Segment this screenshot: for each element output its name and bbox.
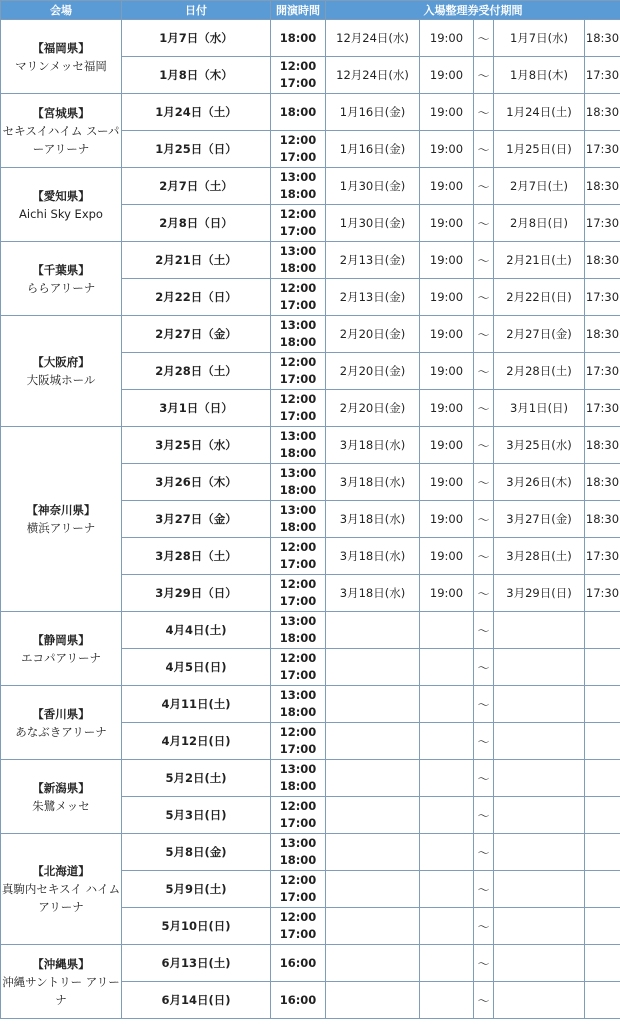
lottery-start-date: 3月18日(水) [326, 501, 420, 538]
showtime: 12:00 [279, 59, 317, 73]
showtime: 12:00 [279, 577, 317, 591]
lottery-end-time: 17:30 [585, 353, 620, 390]
lottery-range-separator: ～ [474, 723, 494, 760]
showtime: 18:00 [279, 335, 317, 349]
showtime-cell [271, 205, 326, 242]
showtime: 12:00 [279, 207, 317, 221]
lottery-end-time [585, 945, 620, 982]
venue-name: あなぶきアリーナ [15, 724, 107, 739]
lottery-end-date: 2月7日(土) [494, 168, 585, 205]
header-lottery-period: 入場整理券受付期間 [326, 1, 620, 20]
lottery-range-separator: ～ [474, 242, 494, 279]
lottery-end-time [585, 723, 620, 760]
performance-date: 1月24日（土） [122, 94, 271, 131]
showtime: 12:00 [279, 355, 317, 369]
lottery-end-date [494, 612, 585, 649]
performance-date: 2月27日（金） [122, 316, 271, 353]
venue-cell [1, 20, 122, 94]
showtime: 17:00 [279, 890, 317, 904]
lottery-start-time: 19:00 [420, 316, 474, 353]
lottery-start-date [326, 760, 420, 797]
lottery-start-date: 1月16日(金) [326, 131, 420, 168]
performance-date: 3月25日（水） [122, 427, 271, 464]
lottery-range-separator: ～ [474, 353, 494, 390]
header-showtime: 開演時間 [271, 1, 326, 20]
showtime: 12:00 [279, 540, 317, 554]
showtime-cell [271, 649, 326, 686]
venue-name: 真駒内セキスイ ハイムアリーナ [1, 882, 121, 914]
showtime: 13:00 [279, 466, 317, 480]
performance-date: 4月5日(日) [122, 649, 271, 686]
showtime: 18:00 [279, 520, 317, 534]
showtime: 17:00 [279, 224, 317, 238]
lottery-end-time [585, 649, 620, 686]
lottery-range-separator: ～ [474, 871, 494, 908]
lottery-start-date: 1月30日(金) [326, 168, 420, 205]
lottery-end-time [585, 797, 620, 834]
table-row [1, 94, 620, 131]
showtime-cell [271, 797, 326, 834]
showtime: 16:00 [279, 955, 317, 970]
lottery-start-date [326, 649, 420, 686]
header-date: 日付 [122, 1, 271, 20]
performance-date: 3月27日（金） [122, 501, 271, 538]
lottery-start-time [420, 945, 474, 982]
venue-name: セキスイハイム スーパーアリーナ [2, 123, 120, 156]
lottery-end-date [494, 723, 585, 760]
lottery-range-separator: ～ [474, 834, 494, 871]
venue-prefecture: 【新潟県】 [32, 780, 90, 795]
lottery-range-separator: ～ [474, 168, 494, 205]
lottery-end-date: 1月7日(水) [494, 20, 585, 57]
venue-prefecture: 【宮城県】 [32, 105, 90, 120]
lottery-end-time: 18:30 [585, 464, 620, 501]
showtime: 17:00 [279, 668, 317, 682]
table-row [1, 316, 620, 353]
table-row [1, 945, 620, 982]
lottery-end-date: 3月26日(木) [494, 464, 585, 501]
table-row [1, 834, 620, 871]
lottery-start-time [420, 834, 474, 871]
lottery-range-separator: ～ [474, 390, 494, 427]
showtime: 17:00 [279, 372, 317, 386]
venue-cell [1, 427, 122, 612]
table-row [1, 612, 620, 649]
showtime-cell [271, 242, 326, 279]
showtime: 13:00 [279, 762, 317, 776]
venue-cell [1, 834, 122, 945]
lottery-start-time [420, 649, 474, 686]
lottery-end-date: 3月29日(日) [494, 575, 585, 612]
lottery-start-time: 19:00 [420, 242, 474, 279]
showtime: 13:00 [279, 503, 317, 517]
venue-name: 沖縄サントリー アリーナ [2, 974, 120, 1007]
showtime: 18:00 [279, 705, 317, 719]
showtime-cell [271, 279, 326, 316]
lottery-start-time [420, 612, 474, 649]
lottery-range-separator: ～ [474, 94, 494, 131]
lottery-end-date: 2月21日(土) [494, 242, 585, 279]
lottery-end-time [585, 982, 620, 1019]
lottery-start-time [420, 723, 474, 760]
lottery-end-date: 3月25日(水) [494, 427, 585, 464]
table-row [1, 168, 620, 205]
lottery-end-time: 17:30 [585, 390, 620, 427]
lottery-start-time [420, 686, 474, 723]
showtime: 17:00 [279, 557, 317, 571]
table-row [1, 760, 620, 797]
showtime: 18:00 [279, 30, 317, 45]
showtime-cell [271, 538, 326, 575]
lottery-start-time: 19:00 [420, 538, 474, 575]
lottery-start-time [420, 797, 474, 834]
showtime: 12:00 [279, 392, 317, 406]
lottery-end-time [585, 871, 620, 908]
lottery-range-separator: ～ [474, 612, 494, 649]
venue-cell [1, 94, 122, 168]
lottery-end-time: 17:30 [585, 205, 620, 242]
lottery-end-date: 2月27日(金) [494, 316, 585, 353]
performance-date: 1月25日（日） [122, 131, 271, 168]
lottery-end-time: 18:30 [585, 94, 620, 131]
lottery-range-separator: ～ [474, 575, 494, 612]
showtime-cell [271, 390, 326, 427]
lottery-start-date: 3月18日(水) [326, 427, 420, 464]
lottery-start-time: 19:00 [420, 168, 474, 205]
lottery-start-time: 19:00 [420, 279, 474, 316]
lottery-start-date: 3月18日(水) [326, 464, 420, 501]
showtime: 13:00 [279, 170, 317, 184]
showtime-cell [271, 908, 326, 945]
lottery-end-time: 18:30 [585, 168, 620, 205]
showtime-cell [271, 427, 326, 464]
lottery-range-separator: ～ [474, 686, 494, 723]
performance-date: 6月14日(日) [122, 982, 271, 1019]
lottery-end-date: 2月8日(日) [494, 205, 585, 242]
showtime-cell [271, 57, 326, 94]
table-row [1, 427, 620, 464]
lottery-range-separator: ～ [474, 57, 494, 94]
lottery-start-date [326, 612, 420, 649]
showtime: 13:00 [279, 614, 317, 628]
lottery-end-time: 17:30 [585, 538, 620, 575]
showtime: 17:00 [279, 76, 317, 90]
lottery-start-time [420, 982, 474, 1019]
lottery-start-time: 19:00 [420, 205, 474, 242]
lottery-end-time [585, 612, 620, 649]
lottery-start-time: 19:00 [420, 464, 474, 501]
performance-date: 2月7日（土） [122, 168, 271, 205]
showtime: 12:00 [279, 799, 317, 813]
showtime: 12:00 [279, 873, 317, 887]
table-row [1, 20, 620, 57]
venue-cell [1, 760, 122, 834]
lottery-end-date [494, 945, 585, 982]
lottery-start-date: 1月30日(金) [326, 205, 420, 242]
showtime-cell [271, 168, 326, 205]
showtime: 18:00 [279, 483, 317, 497]
showtime-cell [271, 760, 326, 797]
lottery-start-date [326, 908, 420, 945]
showtime: 13:00 [279, 244, 317, 258]
showtime: 18:00 [279, 104, 317, 119]
showtime-cell [271, 945, 326, 982]
showtime-cell [271, 20, 326, 57]
lottery-range-separator: ～ [474, 279, 494, 316]
venue-name: Aichi Sky Expo [19, 206, 103, 221]
showtime-cell [271, 131, 326, 168]
lottery-end-time: 17:30 [585, 279, 620, 316]
table-header [1, 1, 620, 20]
lottery-range-separator: ～ [474, 797, 494, 834]
showtime: 12:00 [279, 281, 317, 295]
lottery-end-date: 3月27日(金) [494, 501, 585, 538]
lottery-start-time: 19:00 [420, 427, 474, 464]
venue-name: 朱鷺メッセ [32, 798, 90, 813]
lottery-end-time [585, 908, 620, 945]
showtime: 17:00 [279, 742, 317, 756]
performance-date: 5月9日(土) [122, 871, 271, 908]
venue-cell [1, 945, 122, 1019]
lottery-start-date: 1月16日(金) [326, 94, 420, 131]
performance-date: 5月2日(土) [122, 760, 271, 797]
showtime: 17:00 [279, 927, 317, 941]
lottery-end-date [494, 797, 585, 834]
performance-date: 5月8日(金) [122, 834, 271, 871]
lottery-start-date: 12月24日(水) [326, 20, 420, 57]
lottery-start-date [326, 982, 420, 1019]
lottery-end-date: 3月1日(日) [494, 390, 585, 427]
lottery-start-time: 19:00 [420, 390, 474, 427]
lottery-range-separator: ～ [474, 131, 494, 168]
lottery-range-separator: ～ [474, 908, 494, 945]
showtime: 16:00 [279, 992, 317, 1007]
lottery-range-separator: ～ [474, 945, 494, 982]
venue-prefecture: 【福岡県】 [32, 40, 90, 55]
lottery-start-date: 3月18日(水) [326, 575, 420, 612]
showtime-cell [271, 464, 326, 501]
lottery-end-date: 2月22日(日) [494, 279, 585, 316]
showtime: 18:00 [279, 446, 317, 460]
lottery-range-separator: ～ [474, 205, 494, 242]
showtime: 17:00 [279, 409, 317, 423]
lottery-end-date: 3月28日(土) [494, 538, 585, 575]
venue-cell [1, 316, 122, 427]
lottery-range-separator: ～ [474, 649, 494, 686]
showtime: 12:00 [279, 133, 317, 147]
lottery-end-time: 17:30 [585, 575, 620, 612]
lottery-end-date [494, 686, 585, 723]
lottery-end-time [585, 834, 620, 871]
showtime-cell [271, 723, 326, 760]
performance-date: 3月28日（土） [122, 538, 271, 575]
showtime-cell [271, 94, 326, 131]
performance-date: 1月7日（水） [122, 20, 271, 57]
performance-date: 3月29日（日） [122, 575, 271, 612]
lottery-start-date: 12月24日(水) [326, 57, 420, 94]
lottery-end-time [585, 686, 620, 723]
venue-prefecture: 【北海道】 [32, 864, 90, 878]
venue-cell [1, 168, 122, 242]
showtime: 18:00 [279, 853, 317, 867]
lottery-end-date: 1月25日(日) [494, 131, 585, 168]
showtime: 12:00 [279, 725, 317, 739]
showtime: 18:00 [279, 261, 317, 275]
lottery-end-time: 18:30 [585, 427, 620, 464]
venue-cell [1, 242, 122, 316]
lottery-start-date: 2月20日(金) [326, 316, 420, 353]
lottery-start-time: 19:00 [420, 501, 474, 538]
lottery-range-separator: ～ [474, 20, 494, 57]
venue-cell [1, 612, 122, 686]
venue-name: マリンメッセ福岡 [15, 58, 107, 73]
table-body [1, 20, 620, 1019]
lottery-start-time [420, 908, 474, 945]
showtime: 17:00 [279, 150, 317, 164]
venue-prefecture: 【神奈川県】 [26, 503, 96, 517]
lottery-start-time [420, 871, 474, 908]
lottery-range-separator: ～ [474, 982, 494, 1019]
lottery-start-time: 19:00 [420, 57, 474, 94]
lottery-start-date: 2月13日(金) [326, 242, 420, 279]
lottery-end-time [585, 760, 620, 797]
lottery-start-date: 2月20日(金) [326, 390, 420, 427]
showtime-cell [271, 982, 326, 1019]
showtime: 18:00 [279, 187, 317, 201]
venue-name: エコパアリーナ [20, 650, 102, 665]
showtime: 13:00 [279, 688, 317, 702]
lottery-start-time: 19:00 [420, 20, 474, 57]
venue-name: 大阪城ホール [26, 373, 96, 387]
performance-date: 1月8日（木） [122, 57, 271, 94]
showtime: 13:00 [279, 836, 317, 850]
performance-date: 4月4日(土) [122, 612, 271, 649]
performance-date: 6月13日(土) [122, 945, 271, 982]
lottery-end-time: 17:30 [585, 57, 620, 94]
lottery-end-date [494, 760, 585, 797]
showtime-cell [271, 871, 326, 908]
lottery-start-date: 2月20日(金) [326, 353, 420, 390]
lottery-range-separator: ～ [474, 501, 494, 538]
showtime-cell [271, 501, 326, 538]
lottery-end-date: 1月8日(木) [494, 57, 585, 94]
showtime: 17:00 [279, 816, 317, 830]
showtime: 13:00 [279, 429, 317, 443]
showtime: 13:00 [279, 318, 317, 332]
lottery-range-separator: ～ [474, 316, 494, 353]
venue-prefecture: 【愛知県】 [32, 188, 90, 203]
lottery-end-date: 1月24日(土) [494, 94, 585, 131]
lottery-start-date [326, 871, 420, 908]
performance-date: 4月12日(日) [122, 723, 271, 760]
lottery-end-time: 18:30 [585, 501, 620, 538]
performance-date: 5月3日(日) [122, 797, 271, 834]
showtime-cell [271, 686, 326, 723]
lottery-end-time: 18:30 [585, 242, 620, 279]
performance-date: 3月1日（日） [122, 390, 271, 427]
venue-prefecture: 【千葉県】 [32, 262, 90, 277]
lottery-end-date [494, 982, 585, 1019]
showtime-cell [271, 834, 326, 871]
lottery-range-separator: ～ [474, 760, 494, 797]
performance-date: 2月21日（土） [122, 242, 271, 279]
lottery-end-date [494, 871, 585, 908]
performance-date: 4月11日(土) [122, 686, 271, 723]
lottery-range-separator: ～ [474, 464, 494, 501]
showtime-cell [271, 353, 326, 390]
venue-cell [1, 686, 122, 760]
lottery-start-time [420, 760, 474, 797]
lottery-end-time: 17:30 [585, 131, 620, 168]
performance-date: 2月28日（土） [122, 353, 271, 390]
showtime-cell [271, 612, 326, 649]
showtime: 12:00 [279, 651, 317, 665]
lottery-end-date [494, 834, 585, 871]
performance-date: 3月26日（木） [122, 464, 271, 501]
performance-date: 2月22日（日） [122, 279, 271, 316]
venue-name: ららアリーナ [26, 280, 96, 295]
lottery-start-date [326, 723, 420, 760]
showtime-cell [271, 575, 326, 612]
header-venue: 会場 [1, 1, 122, 20]
lottery-start-time: 19:00 [420, 131, 474, 168]
lottery-range-separator: ～ [474, 538, 494, 575]
lottery-start-time: 19:00 [420, 575, 474, 612]
lottery-range-separator: ～ [474, 427, 494, 464]
showtime: 17:00 [279, 594, 317, 608]
showtime: 17:00 [279, 298, 317, 312]
lottery-end-date [494, 908, 585, 945]
lottery-start-date: 3月18日(水) [326, 538, 420, 575]
lottery-end-time: 18:30 [585, 316, 620, 353]
lottery-start-date [326, 834, 420, 871]
showtime: 12:00 [279, 910, 317, 924]
lottery-start-time: 19:00 [420, 353, 474, 390]
venue-prefecture: 【静岡県】 [32, 632, 90, 647]
lottery-start-time: 19:00 [420, 94, 474, 131]
lottery-end-time: 18:30 [585, 20, 620, 57]
lottery-start-date [326, 945, 420, 982]
lottery-end-date: 2月28日(土) [494, 353, 585, 390]
table-row [1, 242, 620, 279]
table-row [1, 686, 620, 723]
lottery-start-date [326, 686, 420, 723]
venue-prefecture: 【大阪府】 [32, 355, 90, 369]
venue-prefecture: 【沖縄県】 [32, 956, 90, 971]
venue-name: 横浜アリーナ [26, 521, 96, 535]
lottery-start-date: 2月13日(金) [326, 279, 420, 316]
showtime: 18:00 [279, 779, 317, 793]
lottery-end-date [494, 649, 585, 686]
venue-prefecture: 【香川県】 [32, 706, 90, 721]
showtime: 18:00 [279, 631, 317, 645]
lottery-start-date [326, 797, 420, 834]
performance-date: 2月8日（日） [122, 205, 271, 242]
showtime-cell [271, 316, 326, 353]
performance-date: 5月10日(日) [122, 908, 271, 945]
